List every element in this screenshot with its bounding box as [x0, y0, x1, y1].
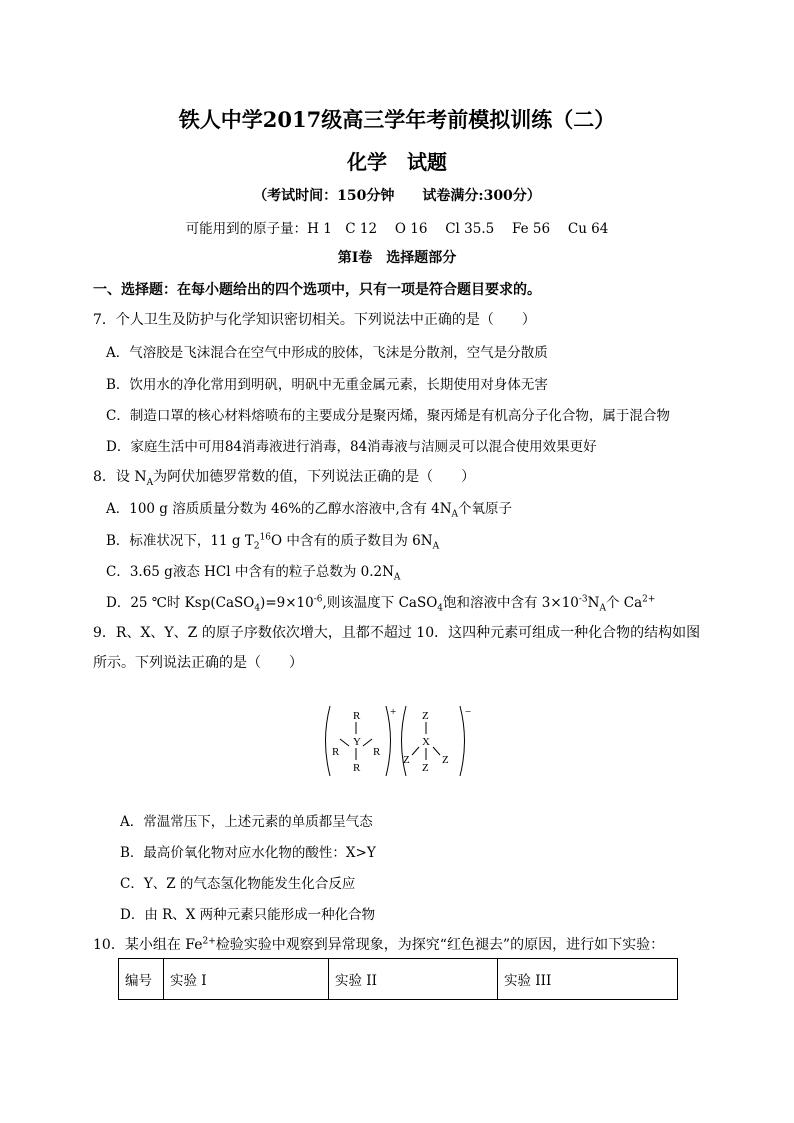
bond: [340, 739, 349, 746]
bond: [412, 747, 419, 755]
table-header-cell: 实验 II: [329, 959, 498, 1000]
cation-center: Y: [353, 736, 361, 748]
cation-ligand-left: R: [332, 746, 340, 758]
bond: [363, 739, 372, 746]
bracket-left-1: [326, 706, 331, 776]
anion-charge: −: [465, 706, 472, 718]
table-header-cell: 实验 I: [164, 959, 329, 1000]
anion-ligand-top: Z: [422, 710, 429, 722]
part-heading: 第Ⅰ卷 选择题部分: [337, 250, 457, 266]
compound-structure-diagram: [318, 703, 478, 779]
q9-option-d: D．由 R、X 两种元素只能形成一种化合物: [120, 907, 376, 923]
q7-option-d: D．家庭生活中可用84消毒液进行消毒，84消毒液与洁厕灵可以混合使用效果更好: [106, 439, 597, 455]
q9-option-b: B．最高价氧化物对应水化物的酸性：X>Y: [120, 845, 376, 861]
anion-ligand-right: Z: [442, 754, 449, 766]
exam-title: 铁人中学2017级高三学年考前模拟训练（二）: [178, 107, 616, 132]
q8-option-d: D．25 ℃时 $Ksp(CaSO_4)=9\times 10^{-6}$,则该温度下 CaSO$_4$饱和溶液中含有 $3\times 10^{-3}N_A$个 $Ca^{2+}$: [106, 594, 656, 614]
table-header-cell: 编号: [119, 959, 164, 1000]
q8-stem: 8．设 $N_A$为阿伏加德罗常数的值，下列说法正确的是（ ）: [93, 469, 476, 488]
anion-center: X: [422, 736, 430, 748]
table-row: [119, 959, 678, 1000]
q7-option-b: B．饮用水的净化常用到明矾，明矾中无重金属元素，长期使用对身体无害: [106, 377, 548, 393]
q8-option-b: B．标准状况下，11 g $T_2^{16}O$ 中含有的质子数目为 $6N_A$: [106, 532, 440, 552]
q10-stem: 10．某小组在 $Fe^{2+}$检验实验中观察到异常现象，为探究“红色褪去”的原因，进行如下实验：: [93, 936, 665, 953]
experiment-table: [118, 958, 678, 1000]
q9-stem-line1: 9．R、X、Y、Z 的原子序数依次增大，且都不超过 10．这四种元素可组成一种化合物的结构如图: [93, 625, 701, 641]
cation-ligand-top: R: [353, 710, 361, 722]
q8-option-c: C．3.65 g液态 HCl 中含有的粒子总数为 $0.2N_A$: [106, 564, 401, 583]
q7-option-a: A．气溶胶是飞沫混合在空气中形成的胶体，飞沫是分散剂，空气是分散质: [106, 345, 548, 361]
bond: [433, 747, 440, 755]
q7-stem: 7．个人卫生及防护与化学知识密切相关。下列说法中正确的是（ ）: [93, 312, 536, 328]
q8-option-a: A．100 g 溶质质量分数为 46%的乙醇水溶液中,含有 $4N_A$个氧原子: [106, 501, 513, 520]
anion-ligand-left: Z: [403, 754, 410, 766]
bracket-right-2: [460, 706, 465, 776]
q9-option-a: A．常温常压下，上述元素的单质都呈气态: [120, 814, 373, 830]
q9-stem-line2: 所示。下列说法正确的是（ ）: [93, 655, 303, 671]
q9-option-c: C．Y、Z 的气态氢化物能发生化合反应: [120, 876, 356, 892]
anion-ligand-bottom: Z: [422, 762, 429, 774]
section-heading: 一、选择题：在每小题给出的四个选项中，只有一项是符合题目要求的。: [93, 282, 541, 298]
exam-info: （考试时间：150分钟 试卷满分:300分）: [253, 188, 541, 204]
atomic-masses: 可能用到的原子量：H 1 C 12 O 16 Cl 35.5 Fe 56 Cu 64: [185, 221, 609, 237]
q7-option-c: C．制造口罩的核心材料熔喷布的主要成分是聚丙烯，聚丙烯是有机高分子化合物，属于混合物: [106, 408, 670, 424]
cation-charge: +: [390, 706, 397, 718]
table-header-cell: 实验 III: [498, 959, 678, 1000]
cation-ligand-bottom: R: [353, 762, 361, 774]
cation-ligand-right: R: [373, 746, 381, 758]
exam-subject: 化学 试题: [347, 150, 447, 174]
